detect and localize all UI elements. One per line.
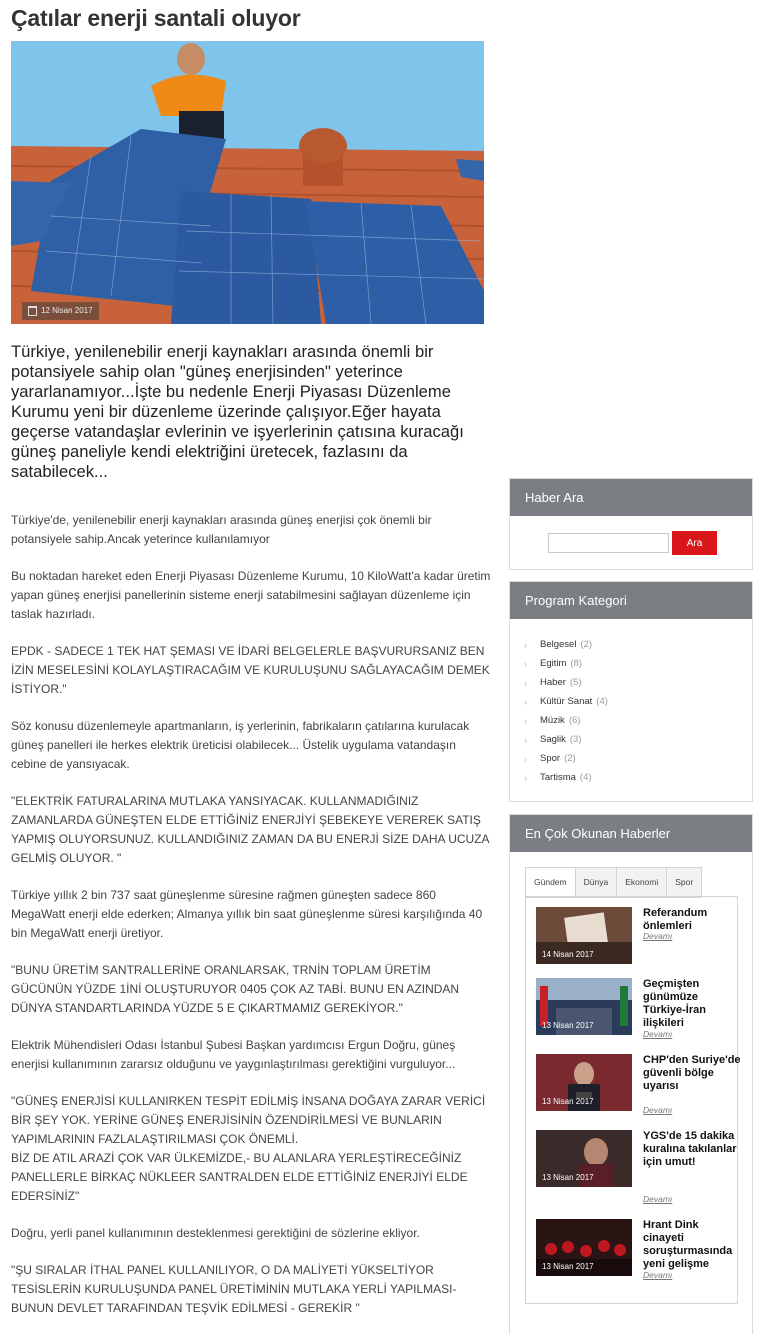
- news-thumbnail[interactable]: [536, 978, 632, 1035]
- category-item[interactable]: [524, 730, 752, 749]
- article-paragraph: "ELEKTRİK FATURALARINA MUTLAKA YANSIYACAK. KULLANMADIĞINIZ ZAMANLARDA GÜNEŞTEN ELDE ETTİĞİNİZ ENERJİYİ ŞEBEKEYE VEREREK SATIŞ YAPMIŞ OLUYORSUNUZ. KULLANDIĞINIZ ZAMAN DA BU ENERJİ SİZE DAHA UCUZA GELMİŞ OLUYOR. ": [11, 794, 489, 865]
- news-date: 13 Nisan 2017: [542, 1021, 594, 1030]
- article-lead: Türkiye, yenilenebilir enerji kaynakları arasında önemli bir potansiyele sahip olan "güneş enerjisinden" yeterince yararlanamıyor...İşte bu nedenle Enerji Piyasası Düzenleme Kurumu yeni bir düzenleme üzerinde çalışıyor.Eğer hayata geçerse vatandaşlar evlerinin ve işyerlerinin çatısına kuracağı güneş paneliyle kendi elektriğini üretecek, fazlasını da satabilecek...: [11, 342, 464, 481]
- news-title[interactable]: Hrant Dink cinayeti soruşturmasında yeni gelişme: [643, 1219, 733, 1270]
- category-label: Haber: [540, 677, 566, 688]
- news-date: 13 Nisan 2017: [542, 1262, 594, 1271]
- news-item[interactable]: [536, 1054, 741, 1120]
- category-item[interactable]: [524, 711, 752, 730]
- news-thumbnail[interactable]: [536, 1219, 632, 1276]
- article-hero-image: [11, 41, 484, 324]
- news-thumbnail[interactable]: [536, 907, 632, 964]
- tab-gundem[interactable]: Gündem: [525, 867, 576, 898]
- news-item[interactable]: [536, 1130, 737, 1204]
- read-more-link[interactable]: Devamı: [643, 1029, 673, 1039]
- category-count: (4): [579, 772, 592, 783]
- category-label: Belgesel: [540, 639, 577, 650]
- category-label: Müzik: [540, 715, 565, 726]
- category-label: Tartisma: [540, 772, 576, 783]
- chevron-right-icon: ›: [524, 639, 527, 650]
- chevron-right-icon: ›: [524, 715, 527, 726]
- read-more-link[interactable]: Devamı: [643, 1270, 673, 1280]
- article-paragraph: Doğru, yerli panel kullanımının desteklenmesi gerektiğini de sözlerine ekliyor.: [11, 1226, 420, 1240]
- article-paragraph: Söz konusu düzenlemeyle apartmanların, iş yerlerinin, fabrikaların çatılarına kurulacak güneş panelleri ile herkes elektrik üreticisi olabilecek... Üstelik uygulama vatandaşın cebine de yansıyacak.: [11, 719, 470, 771]
- category-item[interactable]: [524, 654, 752, 673]
- article-paragraph: "ŞU SIRALAR İTHAL PANEL KULLANILIYOR, O DA MALİYETİ YÜKSELTİYOR TESİSLERİN KURULUŞUNDA PANEL ÜRETİMİNİN MUTLAKA YERLİ YAPILMASI- BUNUN DEVLET TARAFINDAN TEŞVİK EDİLMESİ - GEREKİR ": [11, 1263, 457, 1315]
- article-paragraph: EPDK - SADECE 1 TEK HAT ŞEMASI VE İDARİ BELGELERLE BAŞVURURSANIZ BEN İZİN MESELESİNİ KOLAYLAŞTIRACAĞIM VE KURULUŞUNU SAĞLAYACAĞIM DEMEK İSTİYOR.": [11, 644, 490, 696]
- news-title[interactable]: Geçmişten günümüze Türkiye-İran ilişkileri: [643, 978, 706, 1029]
- category-label: Kültür Sanat: [540, 696, 593, 707]
- article-paragraph: "GÜNEŞ ENERJİSİ KULLANIRKEN TESPİT EDİLMİŞ İNSANA DOĞAYA ZARAR VERİCİ BİR ŞEY YOK. YERİNE GÜNEŞ ENERJİSİNİN ÖZENDİRİLMESİ VE BUNLARIN YAPIMLARININ FAZLALAŞTIRILMASI ÇOK ÖNEMLİ. BİZ DE ATIL ARAZİ ÇOK VAR ÜLKEMİZDE,- BU ALANLARA YERLEŞTİRECEĞİNİZ PANELLERLE BİRKAÇ NÜKLEER SANTRALDEN ELDE ETTİĞİNİZ ENERJİYİ ELDE EDERSİNİZ": [11, 1094, 486, 1203]
- category-count: (8): [570, 658, 583, 669]
- read-more-link[interactable]: Devamı: [643, 1194, 673, 1204]
- chevron-right-icon: ›: [524, 753, 527, 764]
- category-item[interactable]: [524, 692, 752, 711]
- category-count: (2): [564, 753, 576, 764]
- calendar-icon: [28, 306, 37, 316]
- news-date: 14 Nisan 2017: [542, 950, 594, 959]
- category-count: (6): [568, 715, 581, 726]
- news-title[interactable]: YGS'de 15 dakika kuralına takılanlar için umut!: [643, 1130, 737, 1168]
- chevron-right-icon: ›: [524, 734, 527, 745]
- read-more-link[interactable]: Devamı: [643, 931, 673, 941]
- news-thumbnail[interactable]: [536, 1130, 632, 1187]
- category-count: (3): [569, 734, 582, 745]
- article-paragraph: "BUNU ÜRETİM SANTRALLERİNE ORANLARSAK, TRNİN TOPLAM ÜRETİM GÜCÜNÜN YÜZDE 1İNİ OLUŞTURUYOR 0405 ÇOK AZ TABİ. BUNU EN AZINDAN DÜNYA STANDARTLARINDA YÜZDE 5 E ÇIKARTMAMIZ GEREKİYOR.": [11, 963, 460, 1015]
- category-item[interactable]: [524, 673, 752, 692]
- chevron-right-icon: ›: [524, 772, 527, 783]
- popular-tabs: [525, 867, 702, 898]
- tab-ekonomi[interactable]: Ekonomi: [617, 867, 667, 898]
- tab-spor[interactable]: Spor: [667, 867, 702, 898]
- category-item[interactable]: [524, 749, 752, 768]
- article-paragraph: Elektrik Mühendisleri Odası İstanbul Şubesi Başkan yardımcısı Ergun Doğru, güneş enerjisi kullanımının zararsız olduğunu ve yaygınlaştırılması gerektiğini vurguluyor...: [11, 1038, 456, 1071]
- chevron-right-icon: ›: [524, 677, 527, 688]
- category-widget-title: Program Kategori: [510, 582, 752, 619]
- popular-news-widget: [509, 814, 753, 1334]
- news-date: 13 Nisan 2017: [542, 1173, 594, 1182]
- news-date: 13 Nisan 2017: [542, 1097, 594, 1106]
- article-paragraph: Türkiye'de, yenilenebilir enerji kaynakları arasında güneş enerjisi çok önemli bir potansiyele sahip.Ancak yeterince kullanılamıyor: [11, 513, 432, 546]
- news-title[interactable]: Referandum önlemleri: [643, 907, 708, 932]
- category-list: [510, 619, 752, 787]
- read-more-link[interactable]: Devamı: [643, 1105, 673, 1115]
- category-count: (5): [569, 677, 582, 688]
- category-widget: [509, 581, 753, 802]
- category-item[interactable]: [524, 635, 752, 654]
- category-label: Spor: [540, 753, 561, 764]
- category-count: (2): [580, 639, 593, 650]
- category-item[interactable]: [524, 768, 752, 787]
- news-item[interactable]: [536, 1219, 736, 1285]
- article-date: 12 Nisan 2017: [41, 306, 93, 315]
- search-widget-title: Haber Ara: [510, 479, 752, 516]
- tab-dunya[interactable]: Dünya: [576, 867, 618, 898]
- chevron-right-icon: ›: [524, 696, 527, 707]
- category-count: (4): [596, 696, 608, 707]
- category-label: Saglik: [540, 734, 566, 745]
- article-body: [11, 511, 491, 1336]
- article-date-badge: [22, 302, 99, 320]
- news-title[interactable]: CHP'den Suriye'de güvenli bölge uyarısı: [643, 1054, 741, 1092]
- search-widget: [509, 478, 753, 570]
- news-item[interactable]: [536, 907, 736, 967]
- news-thumbnail[interactable]: [536, 1054, 632, 1111]
- article-paragraph: Türkiye yıllık 2 bin 737 saat güneşlenme süresine rağmen güneşten sadece 860 MegaWatt enerji elde ederken; Almanya yıllık bin saat güneşlenme süresi karşılığında 40 bin MegaWatt enerji üretiyor.: [11, 888, 483, 940]
- search-input[interactable]: [548, 533, 669, 553]
- search-button[interactable]: Ara: [672, 531, 717, 555]
- category-label: Egitim: [540, 658, 567, 669]
- news-item[interactable]: [536, 978, 736, 1044]
- article-paragraph: Bu noktadan hareket eden Enerji Piyasası Düzenleme Kurumu, 10 KiloWatt'a kadar üretim yapan güneş enerjisi panellerinin sisteme enerji satabilmesini sağlayan düzenleme için taslak hazırladı.: [11, 569, 491, 621]
- chevron-right-icon: ›: [524, 658, 527, 669]
- popular-news-list: [525, 896, 741, 1304]
- popular-news-title: En Çok Okunan Haberler: [510, 815, 752, 852]
- article-title: Çatılar enerji santali oluyor: [11, 5, 301, 31]
